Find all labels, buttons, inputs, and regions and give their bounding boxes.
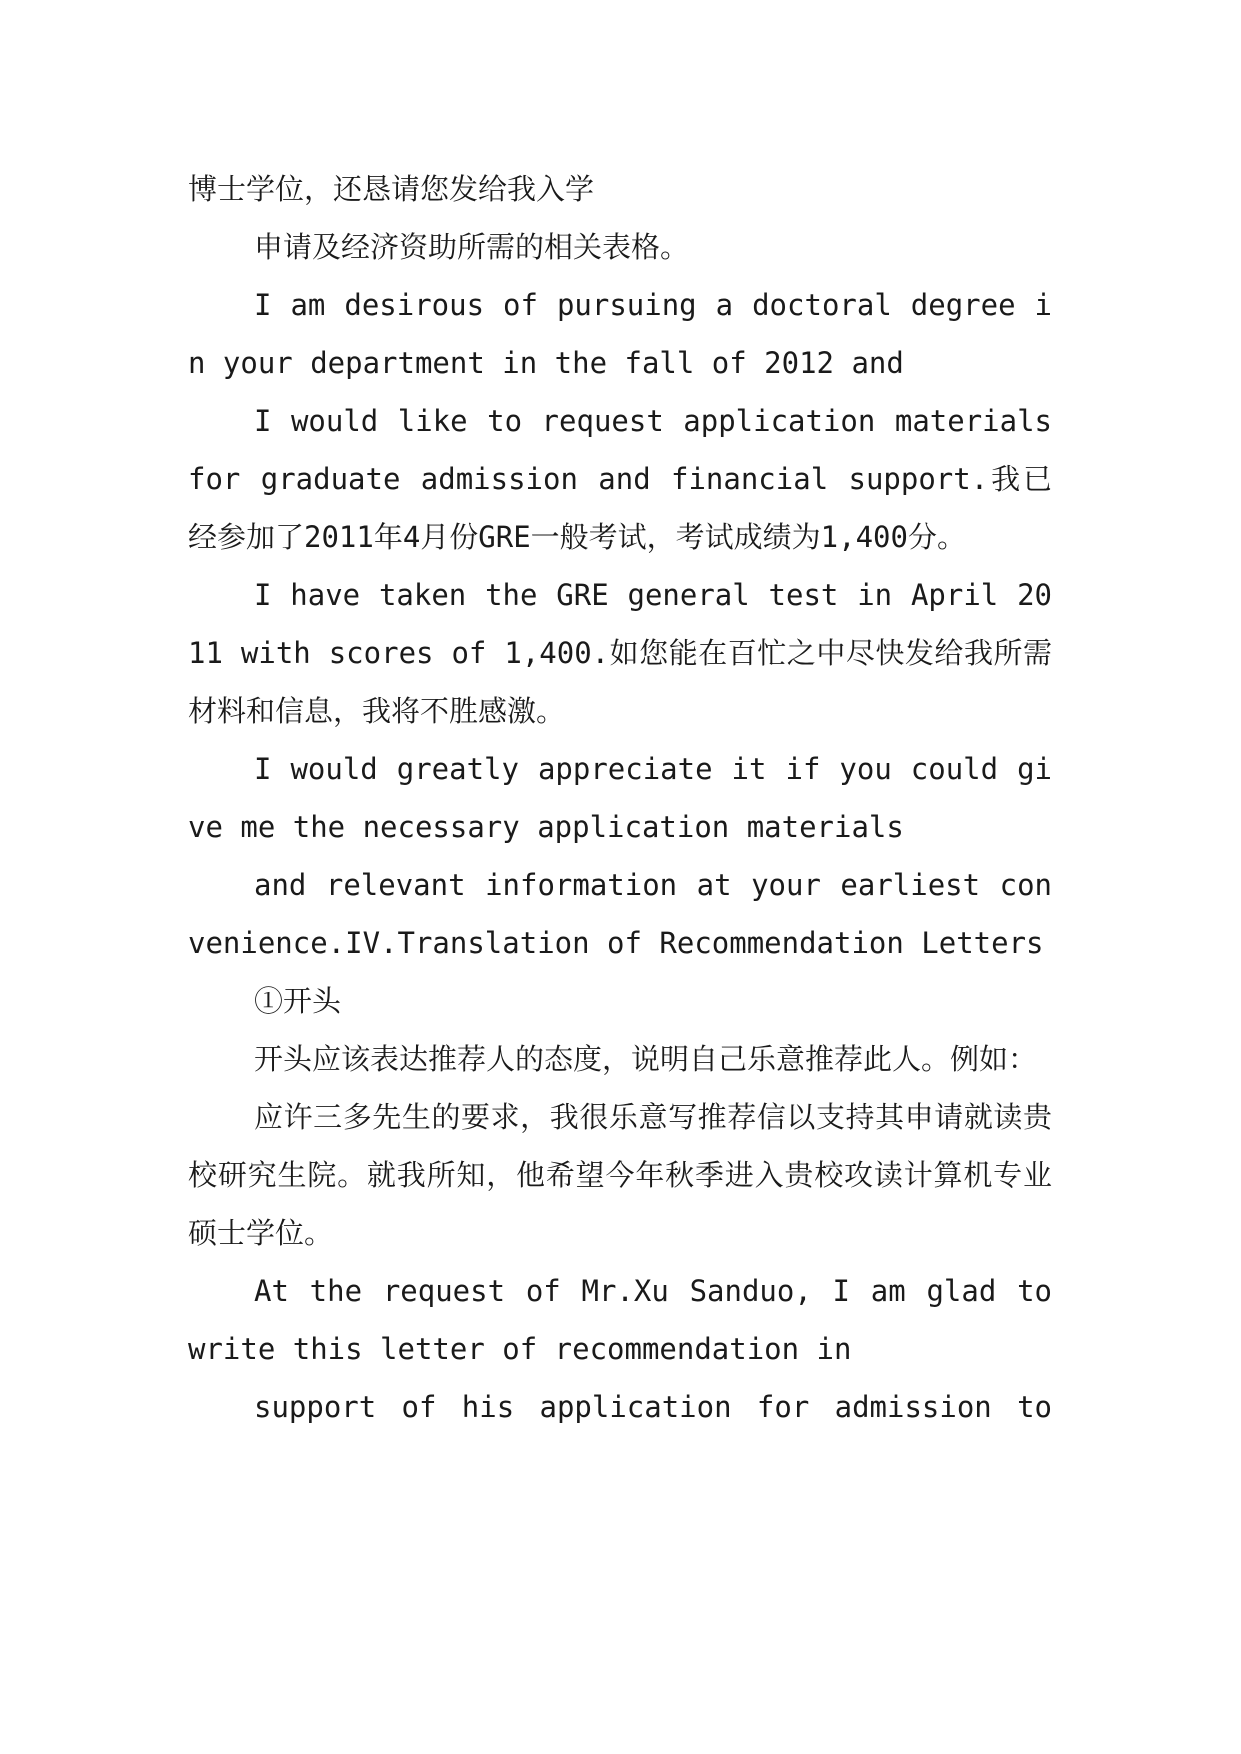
paragraph-2: 申请及经济资助所需的相关表格。: [254, 230, 690, 264]
paragraph-12: support of his application for admission to: [254, 1390, 1052, 1424]
paragraph-10: 应许三多先生的要求，我很乐意写推荐信以支持其申请就读贵校研究生院。就我所知，他希望今年秋季进入贵校攻读计算机专业硕士学位。: [188, 1100, 1052, 1250]
paragraph-8: ①开头: [254, 984, 342, 1018]
paragraph-1: 博士学位，还恳请您发给我入学: [188, 172, 595, 206]
paragraph-6: I would greatly appreciate it if you could give me the necessary application materials: [188, 752, 1052, 844]
paragraph-9: 开头应该表达推荐人的态度，说明自己乐意推荐此人。例如：: [254, 1042, 1038, 1076]
paragraph-3: I am desirous of pursuing a doctoral degree in your department in the fall of 2012 and: [188, 288, 1052, 380]
paragraph-4: I would like to request application materials for graduate admission and financial support.我已经参加了2011年4月份GRE一般考试，考试成绩为1,400分。: [188, 404, 1052, 554]
paragraph-7: and relevant information at your earliest convenience.IV.Translation of Recommendation Letters: [188, 868, 1052, 960]
document-body: [188, 160, 1052, 1436]
paragraph-5: I have taken the GRE general test in April 2011 with scores of 1,400.如您能在百忙之中尽快发给我所需材料和信息，我将不胜感激。: [188, 578, 1052, 728]
paragraph-11: At the request of Mr.Xu Sanduo, I am glad to write this letter of recommendation in: [188, 1274, 1052, 1366]
